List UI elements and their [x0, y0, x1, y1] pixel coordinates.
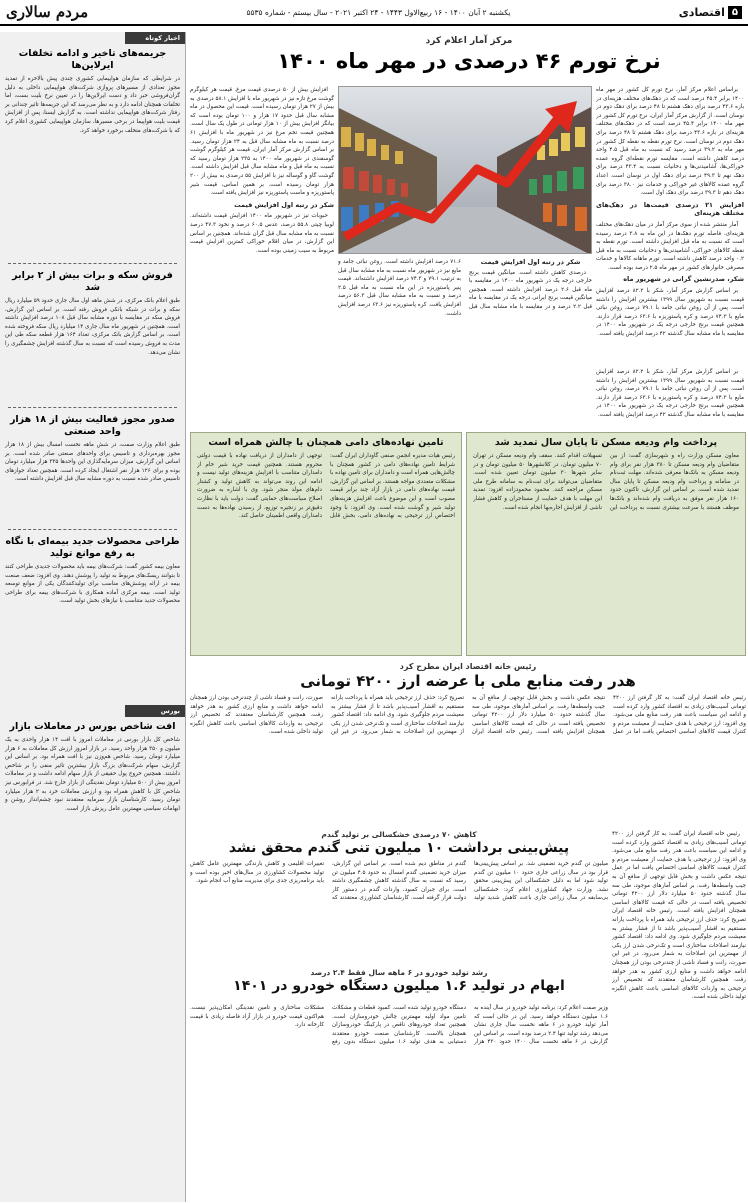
wheat-kicker: کاهش ۷۰ درصدی خشکسالی بر تولید گندم: [321, 830, 477, 839]
bourse-title: افت شاخص بورس در معاملات بازار: [9, 721, 176, 732]
lead-kicker: مرکز آمار اعلام کرد: [425, 36, 513, 46]
housing-loan-box: [466, 432, 746, 656]
divider: [8, 407, 177, 408]
page-number: ۵: [728, 6, 742, 19]
car-title: ابهام در تولید ۱.۶ میلیون دستگاه خودرو در ۱۴۰۱: [233, 978, 565, 994]
coin-text: طبق اعلام بانک مرکزی، در شش ماهه اول سال جاری حدود ۵۹ میلیارد ریال سکه و برات در شبکه بانکی فروش رفته است. بر اساس این گزارش، فروش سکه در مقایسه با دوره مشابه سال قبل ۱۰۸ درصد افزایش داشته است. همچنین در شهریور ماه سال جاری ۱۴ میلیارد ریال سکه فروخته شده است. بر اساس گزارش بانک مرکزی، تعداد ۱۶۴ هزار قطعه سکه طی این مدت به فروش رسیده است که نسبت به سال گذشته افزایش چشمگیری را نشان می‌دهد.: [5, 298, 180, 356]
bourse-tag: بورس: [125, 705, 185, 717]
lead-photo: [338, 86, 592, 254]
housing-loan-title: پرداخت وام ودیعه مسکن تا پایان سال تمدید شد: [494, 437, 718, 448]
rising-price-arrow-photo-icon: [338, 87, 591, 254]
wheat-title: پیش‌بینی برداشت ۱۰ میلیون تنی گندم محقق نشد: [228, 840, 570, 856]
lead-sub-2: شکر، صدرنشین گرانی در شهریور ماه: [623, 275, 744, 284]
lead-sub-1: افزایش ۲۱ درصدی قیمت‌ها در دهک‌های مختلف هزینه‌ای: [596, 200, 744, 218]
wheat-article-header: [190, 830, 608, 858]
insurance-text: معاون بیمه کشور گفت: شرکت‌های بیمه باید محصولات جدیدی طراحی کنند تا بتوانند ریسک‌های مربوط به تولید را پوشش دهند. وی افزود: ضعف صنعت بیمه در ارائه پوشش‌های مناسب برای تولیدکنندگان یکی از موانع توسعه تولید است. بیمه مرکزی آماده همکاری با شرکت‌های بیمه برای طراحی محصولات جدید متناسب با نیازهای بخش تولید است.: [5, 564, 180, 605]
car-article-text: وزیر صمت اعلام کرد: برنامه تولید خودرو در سال آینده به ۱.۶ میلیون دستگاه خواهد رسید. این در حالی است که آمار تولید خودرو در ۶ ماهه نخست سال جاری نشان می‌دهد رشد تولید تنها ۲.۴ درصد بوده است. بر اساس این گزارش، در ۶ ماهه نخست سال ۱۴۰۰ حدود ۴۳۰ هزار دستگاه خودرو تولید شده است. کمبود قطعات و مشکلات تامین مواد اولیه مهمترین چالش خودروسازان است. همچنین تعداد خودروهای ناقص در پارکینگ خودروسازان همچنان بالاست. کارشناسان صنعت خودرو معتقدند دستیابی به هدف تولید ۱.۶ میلیون دستگاه بدون رفع مشکلات ساختاری و تامین نقدینگی امکان‌پذیر نیست. هم‌اکنون قیمت خودرو در بازار آزاد فاصله زیادی با قیمت کارخانه دارد.: [190, 1005, 608, 1046]
lead-text-1: براساس اعلام مرکز آمار، نرخ تورم کل کشور در مهر ماه ۱۴۰۰ برابر ۴۵.۴ درصد است که در دهک‌های مختلف هزینه‌ای در بازه ۴۳.۶ درصد برای دهک هشتم تا ۴۸ درصد برای دهک دوم در نوسان است. از گزارش مرکز آمار ایران، نرخ تورم کل کشور در مهر ماه ۱۴۰۰ برابر ۴۵.۴ درصد است که در دهک‌های مختلف هزینه‌ای در بازه ۴۳.۶ درصد برای دهک هشتم تا ۴۸ درصد برای دهک دوم در نوسان است. نرخ تورم نقطه به نقطه کل کشور در مهر ماه به ۳۹.۲ درصد رسید که نسبت به ماه قبل ۴.۵ واحد درصد کاهش داشته است. مقایسه تورم نقطه‌ای گروه عمده خوراکی‌ها، آشامیدنی‌ها و دخانیات نسبت به ۴۳.۴ درصد برای دهک نهم تا ۴۹.۳ درصد برای دهک اول در نوسان است. اعداد گروه عمده کالاهای غیر خوراکی و خدمات نیز ۳۸.۰ درصد برای دهک دهم تا ۳۹.۳ درصد برای دهک اول است.: [596, 87, 744, 197]
short-news-tag: اخبار کوتاه: [125, 32, 185, 44]
car-kicker: رشد تولید خودرو در ۶ ماهه سال فقط ۲.۴ درصد: [310, 968, 488, 977]
currency-article-text: رئیس خانه اقتصاد ایران گفت: به کار گرفتن ارز ۴۲۰۰ تومانی آسیب‌های زیادی به اقتصاد کشور وارد کرده است و ادامه این سیاست باعث هدر رفت منابع ملی می‌شود. وی افزود: ارز ترجیحی با هدف حمایت از معیشت مردم و کنترل قیمت کالاهای اساسی اختصاص یافت اما در عمل نتیجه عکس داشت و بخش قابل توجهی از منافع آن به جیب واسطه‌ها رفت. بر اساس آمارهای موجود، طی سه سال گذشته حدود ۵۰ میلیارد دلار ارز ۴۲۰۰ تومانی تخصیص یافته است در حالی که قیمت کالاهای اساسی همچنان افزایش یافته است. رئیس خانه اقتصاد ایران تصریح کرد: حذف ارز ترجیحی باید همراه با پرداخت یارانه مستقیم به اقشار آسیب‌پذیر باشد تا از فشار بیشتر به معیشت مردم جلوگیری شود. وی ادامه داد: اقتصاد کشور نیازمند اصلاحات ساختاری است و تک‌نرخی شدن ارز یکی از مهمترین این اصلاحات به شمار می‌رود. در غیر این صورت، رانت و فساد ناشی از چندنرخی بودن ارز همچنان ادامه خواهد داشت و منابع ارزی کشور به هدر خواهد رفت. همچنین کارشناسان معتقدند که تخصیص ارز ترجیحی به واردات کالاهای اساسی باعث کاهش انگیزه تولید داخلی شده است.: [190, 695, 746, 736]
coin-title: فروش سکه و برات بیش از ۲ برابر شد: [12, 270, 173, 293]
lead-mid-sub: شکر در رتبه اول افزایش قیمت: [234, 200, 334, 209]
section-title: اقتصادی: [678, 5, 725, 19]
issue-info: یکشنبه ۲ آبان ۱۴۰۰ - ۱۶ ربیع‌الاول ۱۴۴۳ - ۲۴ اکتبر ۲۰۲۱ - سال بیستم - شماره ۵۵۳۵: [246, 7, 511, 17]
airline-text: در شرایطی که سازمان هواپیمایی کشوری چندی پیش بالاخره از تمدید مجوز تعدادی از مسیرهای پروازی شرکت‌های هواپیمایی داخلی به دلیل گران‌فروشی خبر داد و دست ایرلاین‌ها را در تعیین نرخ بلیت بست، اما تخلفات همچنان ادامه دارد و به نظر می‌رسد که این جریمه‌ها تاثیر چندانی بر رفتار شرکت‌های هواپیمایی نداشته است. به گزارش ایسنا، پس از افزایش قیمت بلیت هواپیما در برخی مسیرها، سازمان هواپیمایی کشوری اعلام کرد که با شرکت‌های متخلف برخورد خواهد کرد.: [5, 76, 180, 134]
sidebar: [0, 32, 186, 1202]
currency-title: هدر رفت منابع ملی با عرضه ارز ۴۲۰۰ تومانی: [300, 672, 636, 690]
lead-text-3: بر اساس گزارش مرکز آمار، شکر با ۸۲.۲ درصد افزایش قیمت نسبت به شهریور سال ۱۳۹۹ بیشترین افزایش را داشته است. پس از آن روغن نباتی جامد با ۷۹.۱ درصد، روغن نباتی مایع با ۷۴.۳ درصد و کره پاستوریزه با ۶۳.۶ درصد قرار دارند. همچنین قیمت برنج خارجی درجه یک در شهریور ماه ۱۴۰۰ در مقایسه با ماه مشابه سال گذشته ۴۲ درصد افزایش یافته است.: [596, 288, 744, 338]
currency-kicker: رئیس خانه اقتصاد ایران مطرح کرد: [399, 662, 537, 671]
lead-col-under-photo: [338, 258, 592, 426]
lead-right-bottom-text: بر اساس گزارش مرکز آمار، شکر با ۸۲.۲ درصد افزایش قیمت نسبت به شهریور سال ۱۳۹۹ بیشترین افزایش را داشته است. پس از آن روغن نباتی جامد با ۷۹.۱ درصد، روغن نباتی مایع با ۷۴.۳ درصد و کره پاستوریزه با ۶۳.۶ درصد قرار دارند. همچنین قیمت برنج خارجی درجه یک در شهریور ماه ۱۴۰۰ در مقایسه با ماه مشابه سال گذشته ۴۲ درصد افزایش یافته است.: [596, 369, 744, 418]
divider: [8, 529, 177, 530]
currency-cont-text: رئیس خانه اقتصاد ایران گفت: به کار گرفتن ارز ۴۲۰۰ تومانی آسیب‌های زیادی به اقتصاد کشور وارد کرده است و ادامه این سیاست باعث هدر رفت منابع ملی می‌شود. وی افزود: ارز ترجیحی با هدف حمایت از معیشت مردم و کنترل قیمت کالاهای اساسی اختصاص یافت اما در عمل نتیجه عکس داشت و بخش قابل توجهی از منافع آن به جیب واسطه‌ها رفت. بر اساس آمارهای موجود، طی سه سال گذشته حدود ۵۰ میلیارد دلار ارز ۴۲۰۰ تومانی تخصیص یافته است در حالی که قیمت کالاهای اساسی همچنان افزایش یافته است. رئیس خانه اقتصاد ایران تصریح کرد: حذف ارز ترجیحی باید همراه با پرداخت یارانه مستقیم به اقشار آسیب‌پذیر باشد تا از فشار بیشتر به معیشت مردم جلوگیری شود. وی ادامه داد: اقتصاد کشور نیازمند اصلاحات ساختاری است و تک‌نرخی شدن ارز یکی از مهمترین این اصلاحات به شمار می‌رود. در غیر این صورت، رانت و فساد ناشی از چندنرخی بودن ارز همچنان ادامه خواهد داشت و منابع ارزی کشور به هدر خواهد رفت. همچنین کارشناسان معتقدند که تخصیص ارز ترجیحی به واردات کالاهای اساسی باعث کاهش انگیزه تولید داخلی شده است.: [612, 831, 746, 1001]
livestock-feed-text: رئیس هیات مدیره انجمن صنفی گاوداران ایران گفت: شرایط تامین نهاده‌های دامی در کشور همچنان با چالش‌هایی همراه است و دامداران برای تامین نهاده با مشکلات متعددی مواجه هستند. بر اساس این گزارش، قیمت نهاده‌های دامی در بازار آزاد چند برابر قیمت مصوب است و این موضوع باعث افزایش هزینه‌های تولید شیر و گوشت شده است. وی افزود: با وجود اختصاص ارز ترجیحی به نهاده‌های دامی، بخش قابل توجهی از دامداران از دریافت نهاده با قیمت دولتی محروم هستند. همچنین قیمت خرید شیر خام از دامداران متناسب با افزایش هزینه‌های تولید نیست و ادامه این روند می‌تواند به کاهش تولید و کشتار دام‌های مولد منجر شود. وی با اشاره به ضرورت اصلاح سیاست‌های حمایتی گفت: دولت باید با نظارت دقیق‌تر بر زنجیره توزیع، از رسیدن نهاده‌ها به دست دامداران واقعی اطمینان حاصل کند.: [197, 453, 455, 520]
lead-col-right: [596, 86, 744, 364]
livestock-feed-title: تامین نهاده‌های دامی همچنان با چالش همراه است: [208, 437, 444, 448]
industry-title: صدور مجوز فعالیت بیش از ۱۸ هزار واحد صنعتی: [9, 414, 176, 437]
currency-article-header: [190, 662, 746, 692]
newspaper-logo: مردم سالاری: [6, 3, 89, 21]
housing-loan-text: معاون مسکن وزارت راه و شهرسازی گفت: از بین متقاضیان وام ودیعه مسکن تا ۳۸۰ هزار نفر برای وام ودیعه مسکن به بانک‌ها معرفی شده‌اند. مهلت ثبت‌نام در سامانه و پرداخت وام ودیعه مسکن تا پایان سال تمدید شده است. بر اساس این گزارش، تاکنون حدود ۱۶۰ هزار نفر موفق به دریافت وام شده‌اند و بانک‌ها موظف هستند با سرعت بیشتری نسبت به پرداخت این تسهیلات اقدام کنند. سقف وام ودیعه مسکن در تهران ۷۰ میلیون تومان، در کلانشهرها ۵۰ میلیون تومان و در سایر شهرها ۳۰ میلیون تومان تعیین شده است. متقاضیان می‌توانند برای ثبت‌نام به سامانه طرح ملی مسکن مراجعه کنند. محمود محمودزاده افزود: تمدید این مهلت با هدف حمایت از مستاجران و کاهش فشار ناشی از افزایش اجاره‌بها انجام شده است.: [473, 453, 739, 511]
lead-mid-text-1: افزایش بیش از ۵۰ درصدی قیمت مرغ. قیمت هر کیلوگرم گوشت مرغ تازه نیز در شهریور ماه با افزایش ۵۸.۱ درصدی به بیش از ۲۷ هزار تومان رسیده است. قیمت این محصول در ماه مشابه سال قبل حدود ۱۷ هزار و ۱۰۰ تومان بوده است که بیانگر افزایش بیش از ۱۰ هزار تومانی در طول یک سال است. همچنین قیمت تخم مرغ نیز در شهریور ماه با افزایش ۶۱ درصد نسبت به ماه مشابه سال قبل به ۲۴ هزار تومان رسید. بر اساس گزارش مرکز آمار ایران، قیمت هر کیلوگرم گوشت گوسفندی در شهریور ماه ۱۴۰۰ به ۲۳۵ هزار تومان رسید که نسبت به ماه قبل و ماه مشابه سال قبل افزایش داشته است. گوشت گاو و گوساله نیز با افزایش ۵۵ درصدی به بیش از ۲۰۰ هزار تومان رسیده است. بر همین اساس، قیمت شیر پاستوریزه و ماست پاستوریزه نیز افزایش یافته است.: [190, 87, 334, 197]
lead-title: نرخ تورم ۴۶ درصدی در مهر ماه ۱۴۰۰: [277, 49, 661, 73]
livestock-feed-box: [190, 432, 462, 656]
bourse-text: شاخص کل بازار بورس در معاملات امروز با افت ۱۴ هزار واحدی به یک میلیون و ۳۵۰ هزار واحد رسید. در بازار امروز ارزش کل معاملات به ۶ هزار میلیارد تومان رسید. شاخص هم‌وزن نیز با افت همراه بود. بر اساس این گزارش، سهام شرکت‌های بزرگ بازار بیشترین تاثیر منفی را بر شاخص داشتند. همچنین خروج پول حقیقی از بازار سهام ادامه داشت و در معاملات امروز بیش از ۵۰۰ میلیارد تومان نقدینگی از بازار خارج شد. در فرابورس نیز شاخص کل با کاهش همراه بود و ارزش معاملات خرد به ۲ هزار میلیارد تومان رسید. کارشناسان بازار سرمایه معتقدند نبود چشم‌انداز روشن و ابهامات سیاسی مهمترین عامل ریزش بازار است.: [5, 737, 181, 812]
section-label: [679, 6, 742, 19]
lead-col-right-bottom: [596, 368, 744, 426]
airline-title: جریمه‌های تاخیر و ادامه تخلفات ایرلاین‌ها: [18, 48, 167, 71]
currency-article-cont: [612, 830, 746, 1202]
lead-mid-text-2: حبوبات نیز در شهریور ماه ۱۴۰۰ افزایش قیمت داشته‌اند. لوبیا چیتی ۵۵.۸ درصد، عدس ۶۰.۵ درصد و نخود ۴۷.۳ درصد نسبت به ماه مشابه سال قبل گران شده‌اند. همچنین بر اساس این گزارش، در میان اقلام خوراکی کمترین افزایش قیمت مربوط به سیب زمینی بوده است.: [190, 213, 334, 254]
lead-under-text: درصدی کاهش داشته است. میانگین قیمت برنج خارجی درجه یک در شهریور ماه ۱۴۰۰ در مقایسه با ماه قبل ۲.۶ درصد افزایش داشته است. همچنین میانگین قیمت برنج ایرانی درجه یک در مقایسه با ماه قبل ۲.۲ درصد و در مقایسه با ماه مشابه سال قبل ۷۱.۶ درصد افزایش داشته است. روغن نباتی جامد و مایع نیز در شهریور ماه نسبت به ماه مشابه سال قبل به ترتیب ۷۹.۱ و ۷۴.۳ درصد افزایش داشته‌اند. قیمت پنیر پاستوریزه در این ماه نسبت به ماه قبل ۲.۵ درصد و نسبت به ماه مشابه سال قبل ۵۶.۳ درصد افزایش یافت. کره پاستوریزه نیز ۶۳.۶ درصد افزایش داشت.: [338, 259, 592, 317]
photo-caption: شکر در رتبه اول افزایش قیمت: [480, 258, 581, 266]
wheat-article-text: میلیون تن گندم خرید تضمینی شد. بر اساس پیش‌بینی‌ها قرار بود در سال زراعی جاری حدود ۱۰ میلیون تن گندم تولید شود اما به دلیل خشکسالی این پیش‌بینی محقق نشد. وزارت جهاد کشاورزی اعلام کرد: خشکسالی بی‌سابقه در سال زراعی جاری باعث کاهش شدید تولید گندم در مناطق دیم شده است. بر اساس این گزارش، میزان خرید تضمینی گندم امسال به حدود ۴.۵ میلیون تن رسید که نسبت به سال گذشته کاهش چشمگیری داشته است. برای جبران کمبود، واردات گندم در دستور کار دولت قرار گرفته است. کارشناسان کشاورزی معتقدند که تغییرات اقلیمی و کاهش بارندگی مهمترین عامل کاهش تولید محصولات کشاورزی در سال‌های اخیر بوده است و باید برنامه‌ریزی جدی برای مدیریت منابع آب انجام شود.: [190, 861, 608, 902]
lead-header: [190, 34, 748, 82]
divider: [8, 263, 177, 264]
lead-col-mid: [190, 86, 334, 426]
insurance-title: طراحی محصولات جدید بیمه‌ای با نگاه به رفع موانع تولید: [5, 536, 180, 559]
lead-text-2: آمار منتشر شده از سوی مرکز آمار در میان دهک‌های مختلف هزینه‌ای، فاصله تورم دهک‌ها در این ماه به ۳.۸ درصد رسیده است که نسبت به ماه قبل افزایش داشته است. تورم نقطه به نقطه کالاهای خوراکی، آشامیدنی‌ها و دخانیات نسبت به ماه قبل ۰.۲ واحد درصد کاهش داشته است. تورم ماهانه کالاها و خدمات مصرفی خانوارهای کشور در مهر ماه ۲.۵ درصد بوده است.: [596, 221, 744, 271]
industry-text: طبق اعلام وزارت صمت، در شش ماهه نخست امسال بیش از ۱۸ هزار مجوز بهره‌برداری و تاسیس برای واحدهای صنعتی صادر شده است. بر اساس این گزارش، میزان سرمایه‌گذاری این واحدها ۳۳۵ هزار میلیارد تومان بوده و برای ۱۲۶ هزار نفر اشتغال ایجاد کرده است. همچنین تعداد جوازهای تاسیس صادر شده نسبت به دوره مشابه سال قبل افزایش داشته است.: [5, 442, 181, 483]
masthead: [0, 0, 748, 26]
car-article-header: [190, 968, 608, 1002]
